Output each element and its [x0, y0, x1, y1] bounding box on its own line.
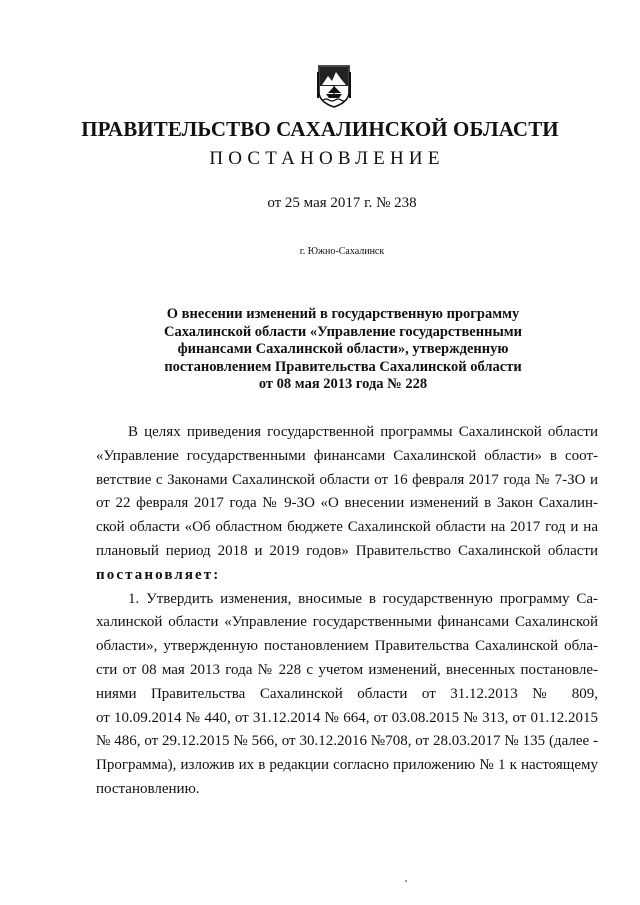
subject-line: Сахалинской области «Управление государственными: [163, 323, 523, 340]
body-line: «Управление государственными финансами Сахалинской области» в соот-: [96, 447, 598, 464]
subject-line: финансами Сахалинской области», утвержденную: [177, 341, 509, 358]
body-line: № 486, от 29.12.2015 № 566, от 30.12.2016 №708, от 28.03.2017 № 135 (далее -: [96, 733, 598, 750]
body-line: постановлению.: [96, 780, 200, 797]
body-line: Программа), изложив их в редакции согласно приложению № 1 к настоящему: [96, 757, 598, 774]
subject-line: от 08 мая 2013 года № 228: [258, 376, 428, 393]
body-line: сти от 08 мая 2013 года № 228 с учетом изменений, внесенных постановле-: [96, 661, 598, 678]
subject-line: постановлением Правительства Сахалинской области: [164, 358, 522, 375]
decree-word: постановляет:: [96, 566, 221, 583]
body-line: В целях приведения государственной программы Сахалинской области: [128, 424, 598, 440]
document-subject: [0, 306, 640, 394]
city: г. Южно-Сахалинск: [299, 246, 385, 257]
date-number: от 25 мая 2017 г. № 238: [267, 195, 417, 211]
scan-speck: [405, 880, 407, 882]
body-line: ской области «Об областном бюджете Сахалинской области на 2017 год и на: [96, 519, 598, 536]
body-line: ниями Правительства Сахалинской области от 31.12.2013 № 809,: [96, 685, 598, 702]
document-type: ПОСТАНОВЛЕНИЕ: [209, 148, 445, 169]
body-line: 1. Утвердить изменения, вносимые в государственную программу Са-: [128, 590, 598, 607]
sakhalin-coat-of-arms-icon: [317, 64, 351, 108]
body-line: ветствие с Законами Сахалинской области от 16 февраля 2017 года № 7-ЗО и: [96, 471, 598, 488]
subject-line: О внесении изменений в государственную программу: [166, 306, 520, 322]
body-line: халинской области «Управление государственными финансами Сахалинской: [96, 614, 598, 631]
government-name: ПРАВИТЕЛЬСТВО САХАЛИНСКОЙ ОБЛАСТИ: [81, 117, 559, 141]
body-line: от 22 февраля 2017 года № 9-ЗО «О внесении изменений в Закон Сахалин-: [96, 495, 598, 512]
body-line: от 10.09.2014 № 440, от 31.12.2014 № 664, от 03.08.2015 № 313, от 01.12.2015: [96, 709, 598, 726]
document-body: [96, 421, 598, 802]
decree-line: [96, 564, 598, 588]
body-line: плановый период 2018 и 2019 годов» Правительство Сахалинской области: [96, 542, 598, 559]
body-line: области», утвержденную постановлением Правительства Сахалинской обла-: [96, 638, 598, 655]
